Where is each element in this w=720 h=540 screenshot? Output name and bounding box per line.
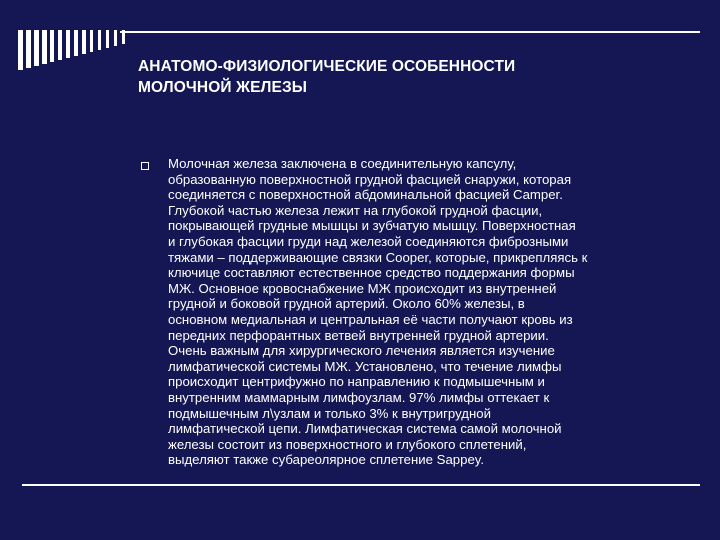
decor-bar [74,30,78,56]
decor-bar [26,30,31,68]
body-line: и глубокая фасции груди над железой соединяются фиброзными [168,233,569,249]
body-line: выделяют также субареолярное сплетение Sappey. [168,452,485,468]
decor-bar [58,30,62,60]
body-line: лимфатической цепи. Лимфатическая система самой молочной [168,421,562,437]
body-line: лимфатической системы МЖ. Установлено, что течение лимфы [168,358,562,374]
decor-bar [50,30,54,62]
body-line: происходит центрифужно по направлению к подмышечным и [168,374,545,390]
decor-bar [106,30,109,48]
body-line: железы состоит из поверхностного и глубокого сплетений, [168,436,527,452]
decor-bar [98,30,101,50]
body-line: Молочная железа заключена в соединительную капсулу, [168,156,517,171]
decor-bar [18,30,23,70]
decor-bar [114,30,117,46]
body-line: подмышечным л\узлам и только 3% к внутригрудной [168,405,491,421]
decorative-bars [18,30,138,70]
decor-bar [90,30,93,52]
decor-bar [42,30,47,64]
body-line: Очень важным для хирургического лечения является изучение [168,343,555,359]
body-line: МЖ. Основное кровоснабжение МЖ происходит из внутренней [168,280,557,296]
bullet-text [168,156,698,468]
bottom-divider [22,484,700,486]
body-line: Глубокой частью железа лежит на глубокой грудной фасции, [168,202,543,218]
top-divider [120,31,700,33]
body-line: тяжами – поддерживающие связки Cooper, которые, прикрепляясь к [168,249,588,265]
body-line: соединяется с поверхностной абдоминальной фасцией Camper. [168,187,563,203]
body-line: основном медиальная и центральная её части получают кровь из [168,311,573,327]
title-line: МОЛОЧНОЙ ЖЕЛЕЗЫ [138,79,308,96]
square-bullet-icon [141,162,149,170]
decor-bar [34,30,39,66]
body-line: грудной и боковой грудной артерий. Около 60% железы, в [168,296,525,312]
body-line: покрывающей грудные мышцы и зубчатую мышцу. Поверхностная [168,218,576,234]
slide-title [138,56,678,98]
body-line: передних перфорантных ветвей внутренней грудной артерии. [168,327,549,343]
title-line: АНАТОМО-ФИЗИОЛОГИЧЕСКИЕ ОСОБЕННОСТИ [138,58,516,75]
decor-bar [66,30,70,58]
body-line: внутренним маммарным лимфоузлам. 97% лимфы оттекает к [168,389,550,405]
decor-bar [82,30,86,54]
body-line: образованную поверхностной грудной фасцией снаружи, которая [168,171,572,187]
body-line: ключице составляют естественное средство поддержания формы [168,265,575,281]
